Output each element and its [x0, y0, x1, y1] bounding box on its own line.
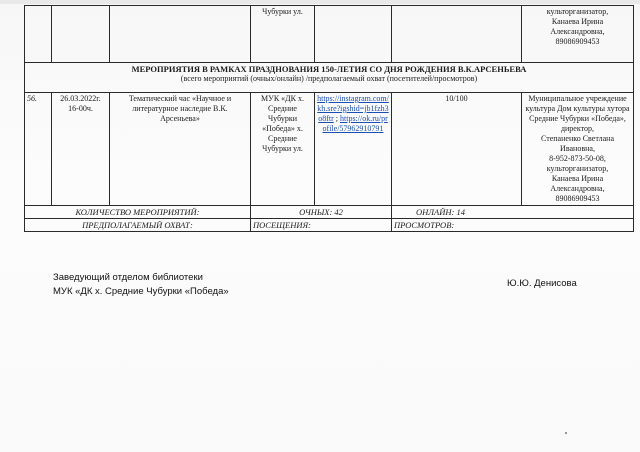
event-time: 16-00ч.: [68, 104, 93, 113]
venue-line: МУК «ДК х.: [261, 94, 304, 103]
venue-line: Чубурки: [267, 114, 298, 123]
cell-num: [25, 6, 52, 63]
visits-label: ПОСЕЩЕНИЯ:: [253, 220, 311, 230]
summary-row-reach: [25, 219, 634, 232]
venue-line: Чубурки ул.: [262, 144, 303, 153]
table-row-event: [25, 93, 634, 206]
link-separator: ;: [333, 114, 338, 123]
responsible-line: 8-952-873-50-08,: [549, 154, 606, 163]
venue-line: Средние: [268, 104, 297, 113]
views-label: ПРОСМОТРОВ:: [394, 220, 455, 230]
venue-line: Средние: [268, 134, 297, 143]
cell-responsible: [522, 6, 634, 63]
cell-date: [52, 6, 110, 63]
count-label: КОЛИЧЕСТВО МЕРОПРИЯТИЙ:: [75, 207, 200, 217]
views-cell: [392, 219, 634, 232]
instagram-link[interactable]: https://instagram.com/kh.sre?igshid=jb1fzh3o8ftr: [317, 94, 389, 123]
reach-label-cell: [25, 219, 251, 232]
responsible-line: культорганизатор,: [546, 164, 609, 173]
cell-date: [52, 93, 110, 206]
summary-row-count: [25, 206, 634, 219]
scan-dot: [565, 432, 567, 434]
table-row-previous: [25, 6, 634, 63]
footer-position: Заведующий отделом библиотеки: [53, 272, 203, 283]
responsible-line: культорганизатор,: [546, 7, 609, 16]
cell-num: 56.: [25, 93, 52, 206]
cell-venue: [251, 6, 315, 63]
cell-reach: [392, 6, 522, 63]
event-date: 26.03.2022г.: [60, 94, 101, 103]
scan-edge: [0, 0, 640, 4]
cell-venue: [251, 93, 315, 206]
online-count: ОНЛАЙН: 14: [416, 207, 465, 217]
reach-value: 10/100: [445, 94, 468, 103]
online-cell: [392, 206, 634, 219]
responsible-line: директор,: [560, 124, 595, 133]
footer-signature-block: [53, 271, 229, 299]
section-heading-row: [25, 63, 634, 93]
responsible-line: Муниципальное учреждение: [528, 94, 627, 103]
cell-links: [315, 93, 392, 206]
offline-cell: [251, 206, 392, 219]
cell-responsible: [522, 93, 634, 206]
venue-text: Чубурки ул.: [262, 7, 303, 16]
responsible-line: Канаева Ирина Александровна,: [550, 174, 605, 193]
responsible-line: Степаненко Светлана Ивановна,: [541, 134, 614, 153]
event-name: Тематический час «Научное и литературное наследие В.К. Арсеньева»: [128, 94, 232, 123]
responsible-line: Средние Чубурки «Победа»,: [529, 114, 626, 123]
responsible-line: 89086909453: [555, 37, 600, 46]
footer-organization: МУК «ДК х. Средние Чубурки «Победа»: [53, 286, 229, 297]
reach-label: ПРЕДПОЛАГАЕМЫЙ ОХВАТ:: [82, 220, 193, 230]
ok-ru-link[interactable]: https://ok.ru/profile/57962910791: [322, 114, 388, 133]
events-table: [24, 5, 634, 232]
responsible-line: Канаева Ирина Александровна,: [550, 17, 605, 36]
section-title: МЕРОПРИЯТИЯ В РАМКАХ ПРАЗДНОВАНИЯ 150-ЛЕТИЯ СО ДНЯ РОЖДЕНИЯ В.К.АРСЕНЬЕВА: [131, 64, 527, 74]
responsible-line: 89086909453: [555, 194, 600, 203]
cell-name: [110, 6, 251, 63]
cell-link: [315, 6, 392, 63]
responsible-line: культура Дом культуры хутора: [525, 104, 630, 113]
visits-cell: [251, 219, 392, 232]
venue-line: «Победа» х.: [262, 124, 303, 133]
signer-name: Ю.Ю. Денисова: [507, 278, 577, 289]
cell-name: [110, 93, 251, 206]
section-subtitle: (всего мероприятий (очных/онлайн) /предполагаемый охват (посетителей/просмотров): [180, 74, 478, 83]
section-heading-cell: [25, 63, 634, 93]
offline-count: ОЧНЫХ: 42: [299, 207, 343, 217]
cell-reach: [392, 93, 522, 206]
count-label-cell: [25, 206, 251, 219]
